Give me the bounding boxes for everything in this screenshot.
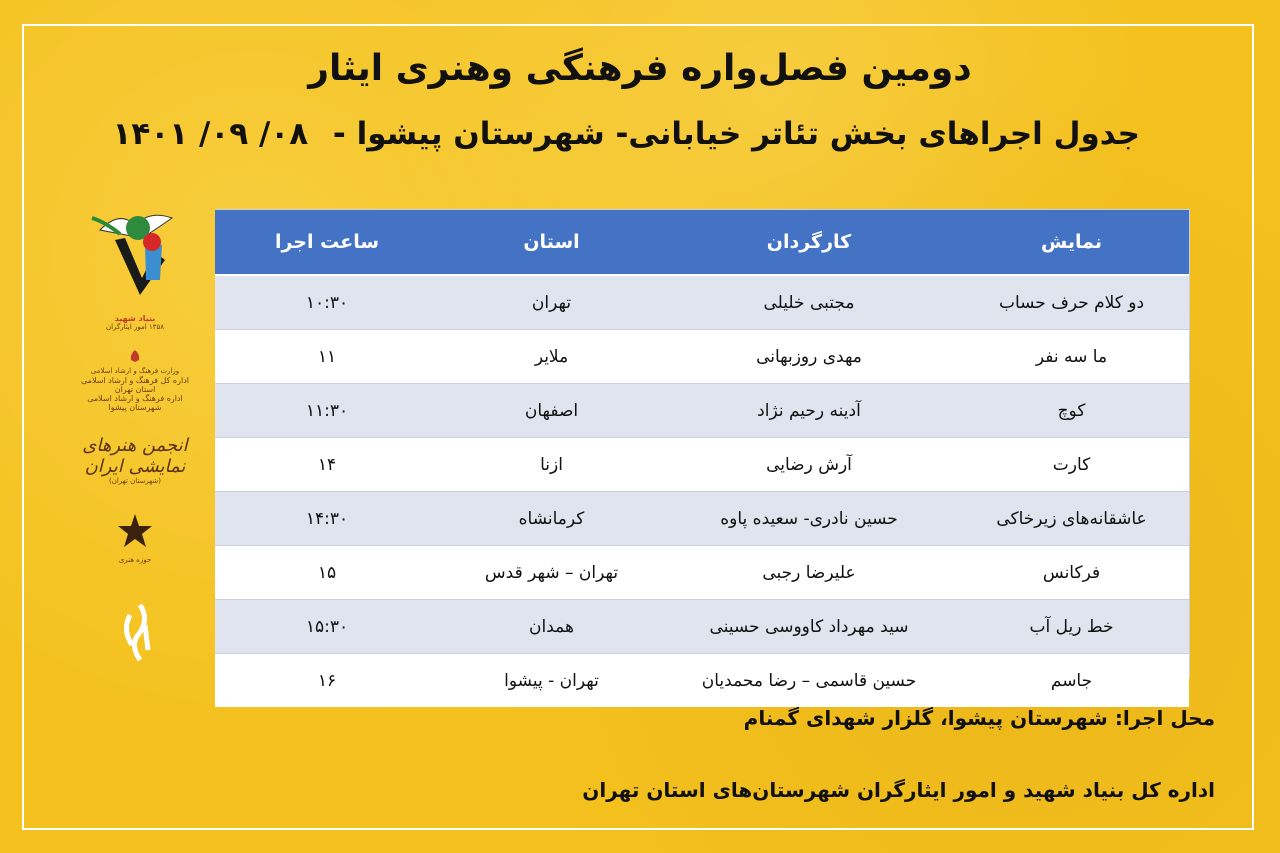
cell-province: ازنا [439, 438, 664, 492]
iran-emblem-icon [127, 349, 143, 363]
cell-time: ۱۶ [215, 654, 439, 708]
anjoman-caption: (شهرستان تهران) [108, 477, 161, 485]
cell-province: ملایر [439, 330, 664, 384]
subtitle-text: جدول اجراهای بخش تئاتر خیابانی- شهرستان پیشوا - [332, 116, 1140, 152]
cell-province: همدان [439, 600, 664, 654]
cell-director: علیرضا رجبی [664, 546, 954, 600]
venue-text: محل اجرا: شهرستان پیشوا، گلزار شهدای گمنام [743, 706, 1215, 730]
ershad-line1: وزارت فرهنگ و ارشاد اسلامی [90, 367, 180, 375]
cell-show: دو کلام حرف حساب [954, 275, 1189, 330]
cell-director: سید مهرداد کاووسی حسینی [664, 600, 954, 654]
subtitle-date: ۱۴۰۱ /۰۹ /۰۸ [112, 116, 309, 152]
cell-director: مهدی روزبهانی [664, 330, 954, 384]
ershad-line3: اداره فرهنگ و ارشاد اسلامی شهرستان پیشوا [87, 394, 183, 412]
ershad-line2: اداره کل فرهنگ و ارشاد اسلامی استان تهران [81, 376, 189, 394]
cell-province: اصفهان [439, 384, 664, 438]
cell-time: ۱۴ [215, 438, 439, 492]
cell-show: جاسم [954, 654, 1189, 708]
cell-time: ۱۴:۳۰ [215, 492, 439, 546]
bonyad-caption: ۱۳۵۸ امور ایثارگران [106, 323, 164, 331]
table-row [215, 546, 1189, 600]
cell-show: خط ریل آب [954, 600, 1189, 654]
cell-time: ۱۵:۳۰ [215, 600, 439, 654]
cell-show: عاشقانه‌های زیرخاکی [954, 492, 1189, 546]
cell-director: آرش رضایی [664, 438, 954, 492]
cell-show: کارت [954, 438, 1189, 492]
cell-director: حسین نادری- سعیده پاوه [664, 492, 954, 546]
column-header-show: نمایش [954, 210, 1189, 275]
cell-director: آدینه رحیم نژاد [664, 384, 954, 438]
cell-province: کرمانشاه [439, 492, 664, 546]
bonyad-emblem-icon [80, 200, 190, 310]
table-row [215, 438, 1189, 492]
cell-province: تهران – شهر قدس [439, 546, 664, 600]
page-title: دومین فصل‌واره فرهنگی وهنری ایثار [308, 48, 972, 89]
cell-province: تهران [439, 275, 664, 330]
cell-director: مجتبی خلیلی [664, 275, 954, 330]
table-row [215, 330, 1189, 384]
organization-text: اداره کل بنیاد شهید و امور ایثارگران شهرستان‌های استان تهران [582, 778, 1215, 802]
theater-logo [70, 600, 200, 674]
column-header-province: استان [439, 210, 664, 275]
table-row [215, 275, 1189, 330]
table-row [215, 600, 1189, 654]
logos-column [70, 200, 200, 680]
cell-show: ما سه نفر [954, 330, 1189, 384]
hozeh-star-icon [115, 512, 155, 552]
cell-director: حسین قاسمی – رضا محمدیان [664, 654, 954, 708]
cell-show: کوچ [954, 384, 1189, 438]
column-header-director: کارگردان [664, 210, 954, 275]
cell-province: تهران - پیشوا [439, 654, 664, 708]
ershad-logo [70, 348, 200, 412]
page-subtitle [112, 116, 1140, 152]
anjoman-text: انجمن هنرهای نمایشی ایران [82, 435, 188, 477]
cell-time: ۱۵ [215, 546, 439, 600]
cell-show: فرکانس [954, 546, 1189, 600]
cell-time: ۱۱:۳۰ [215, 384, 439, 438]
table-row [215, 384, 1189, 438]
bonyad-text: بنیاد شهید [114, 314, 156, 323]
table-row [215, 492, 1189, 546]
hozeh-text: حوزه هنری [118, 556, 152, 564]
cell-time: ۱۰:۳۰ [215, 275, 439, 330]
anjoman-logo [70, 435, 200, 486]
column-header-time: ساعت اجرا [215, 210, 439, 275]
table-header-row [215, 210, 1189, 275]
cell-time: ۱۱ [215, 330, 439, 384]
schedule-table [216, 209, 1190, 691]
hozeh-honari-logo [70, 512, 200, 565]
table-row [215, 654, 1189, 708]
theater-calligraphy-icon [110, 600, 160, 670]
bonyad-shahid-logo [70, 200, 200, 332]
